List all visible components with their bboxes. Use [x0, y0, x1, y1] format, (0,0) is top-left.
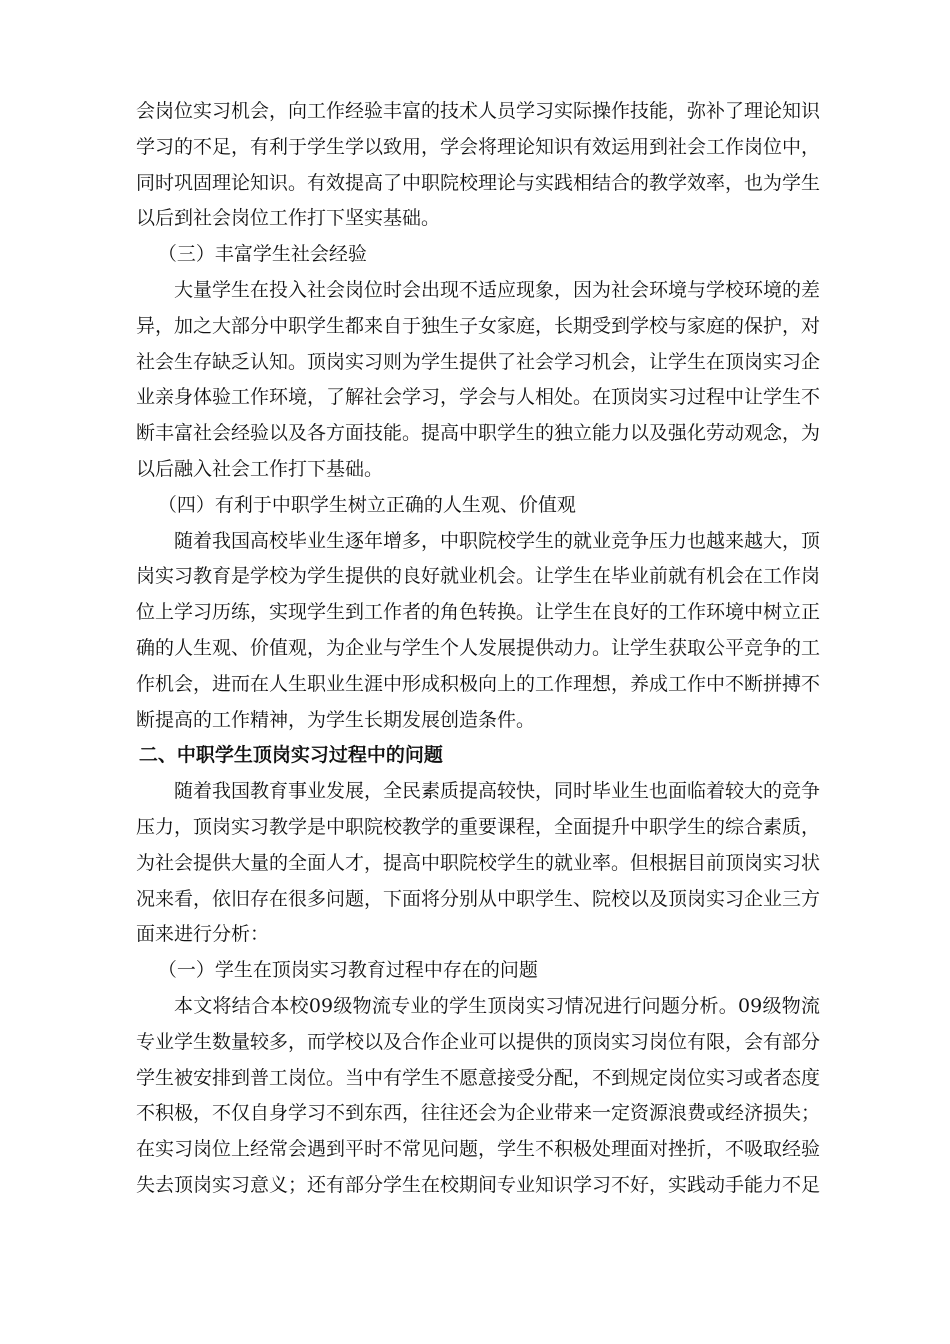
body-paragraph: 随着我国高校毕业生逐年增多，中职院校学生的就业竞争压力也越来越大，顶岗实习教育是学校为学生提供的良好就业机会。让学生在毕业前就有机会在工作岗位上学习历练，实现学生到工作者的角色转换。让学生在良好的工作环境中树立正确的人生观、价值观，为企业与学生个人发展提供动力。让学生获取公平竞争的工作机会，进而在人生职业生涯中形成积极向上的工作理想，养成工作中不断拼搏不断提高的工作精神，为学生长期发展创造条件。	[136, 529, 821, 731]
section-heading: 二、中职学生顶岗实习过程中的问题	[138, 744, 443, 767]
subsection-heading: （一）学生在顶岗实习教育过程中存在的问题	[157, 959, 538, 982]
body-paragraph: 会岗位实习机会，向工作经验丰富的技术人员学习实际操作技能，弥补了理论知识学习的不足，有利于学生学以致用，学会将理论知识有效运用到社会工作岗位中，同时巩固理论知识。有效提高了中职院校理论与实践相结合的教学效率，也为学生以后到社会岗位工作打下坚实基础。	[136, 100, 821, 230]
body-paragraph: 大量学生在投入社会岗位时会出现不适应现象，因为社会环境与学校环境的差异，加之大部分中职学生都来自于独生子女家庭，长期受到学校与家庭的保护，对社会生存缺乏认知。顶岗实习则为学生提供了社会学习机会，让学生在顶岗实习企业亲身体验工作环境，了解社会学习，学会与人相处。在顶岗实习过程中让学生不断丰富社会经验以及各方面技能。提高中职学生的独立能力以及强化劳动观念，为以后融入社会工作打下基础。	[136, 278, 821, 480]
body-paragraph: 随着我国教育事业发展，全民素质提高较快，同时毕业生也面临着较大的竞争压力，顶岗实习教学是中职院校教学的重要课程，全面提升中职学生的综合素质，为社会提供大量的全面人才，提高中职院校学生的就业率。但根据目前顶岗实习状况来看，依旧存在很多问题，下面将分别从中职学生、院校以及顶岗实习企业三方面来进行分析：	[136, 780, 821, 946]
body-paragraph: 本文将结合本校09级物流专业的学生顶岗实习情况进行问题分析。09级物流专业学生数量较多，而学校以及合作企业可以提供的顶岗实习岗位有限，会有部分学生被安排到普工岗位。当中有学生不愿意接受分配，不到规定岗位实习或者态度不积极，不仅自身学习不到东西，往往还会为企业带来一定资源浪费或经济损失；在实习岗位上经常会遇到平时不常见问题，学生不积极处理面对挫折，不吸取经验失去顶岗实习意义；还有部分学生在校期间专业知识学习不好，实践动手能力不足	[136, 994, 821, 1196]
subsection-heading: （四）有利于中职学生树立正确的人生观、价值观	[157, 493, 576, 516]
subsection-heading: （三）丰富学生社会经验	[157, 243, 367, 266]
document-body	[136, 94, 820, 1204]
